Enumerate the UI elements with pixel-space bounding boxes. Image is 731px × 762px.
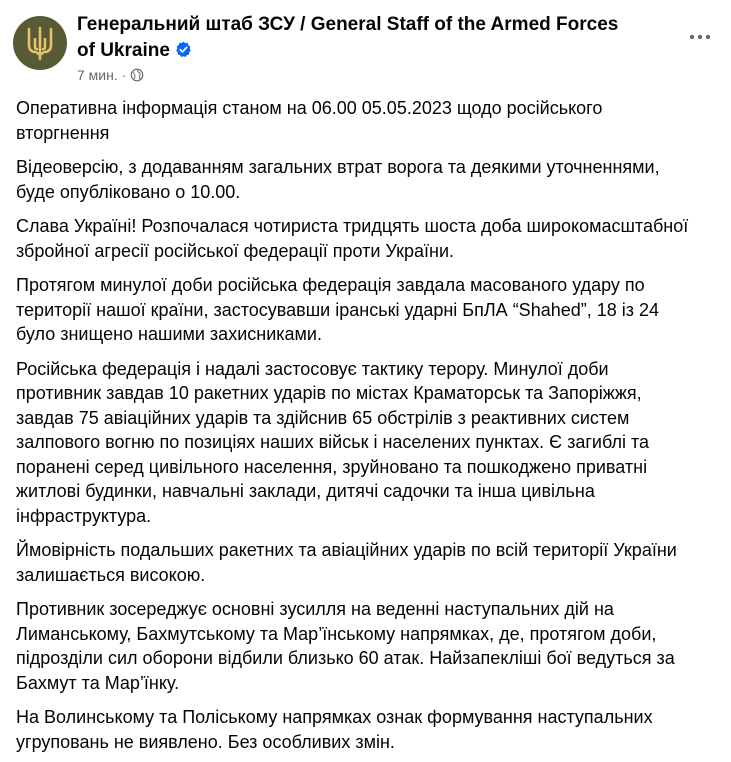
post-paragraph: Ймовірність подальших ракетних та авіаційних ударів по всій території України залишається високою. bbox=[16, 540, 677, 585]
meta-separator: · bbox=[121, 67, 127, 83]
post-body bbox=[16, 96, 716, 762]
verified-badge-icon bbox=[175, 41, 192, 58]
page-avatar[interactable] bbox=[13, 16, 67, 70]
page-name-text[interactable]: Генеральний штаб ЗСУ / General Staff of the Armed Forces of Ukraine bbox=[77, 14, 619, 61]
globe-icon[interactable] bbox=[130, 68, 144, 82]
post-paragraph: Слава Україні! Розпочалася чотириста тридцять шоста доба широкомасштабної збройної агресії російської федерації проти України. bbox=[16, 216, 689, 261]
post-paragraph: Оперативна інформація станом на 06.00 05.05.2023 щодо російського вторгнення bbox=[16, 98, 603, 143]
more-options-icon bbox=[689, 34, 711, 40]
trident-emblem-icon bbox=[25, 25, 55, 61]
post-paragraph: Російська федерація і надалі застосовує тактику терору. Минулої доби противник завдав 10 ракетних ударів по містах Краматорськ та Запоріжжя, завдав 75 авіаційних ударів та здійснив 65 обстрілів з реактивних систем залпового вогню по позиціях наших військ і населених пунктах. Є загиблі та поранені серед цивільного населення, зруйновано та пошкоджено приватні житлові будинки, навчальні заклади, дитячі садочки та інша цивільна інфраструктура. bbox=[16, 358, 650, 526]
post-timestamp[interactable]: 7 мин. bbox=[77, 67, 118, 83]
post-header bbox=[13, 12, 718, 90]
more-options-button[interactable] bbox=[682, 22, 718, 52]
post-paragraph: Противник зосереджує основні зусилля на веденні наступальних дій на Лиманському, Бахмутському та Мар’їнському напрямках, де, протягом доби, підрозділи сил оборони відбили близько 60 атак. Найзапекліші бої ведуться за Бахмут та Мар’їнку. bbox=[16, 599, 675, 693]
post-paragraph: Відеоверсію, з додаванням загальних втрат ворога та деякими уточненнями, буде опубліковано о 10.00. bbox=[16, 157, 660, 202]
post-paragraph: Протягом минулої доби російська федерація завдала масованого удару по території нашої країни, застосувавши іранські ударні БпЛА “Shahed”, 18 із 24 було знищено нашими захисниками. bbox=[16, 275, 660, 344]
post-paragraph: На Волинському та Поліському напрямках ознак формування наступальних угруповань не виявлено. Без особливих змін. bbox=[16, 707, 653, 752]
page-name-link[interactable] bbox=[77, 12, 637, 64]
post-meta bbox=[77, 66, 144, 84]
